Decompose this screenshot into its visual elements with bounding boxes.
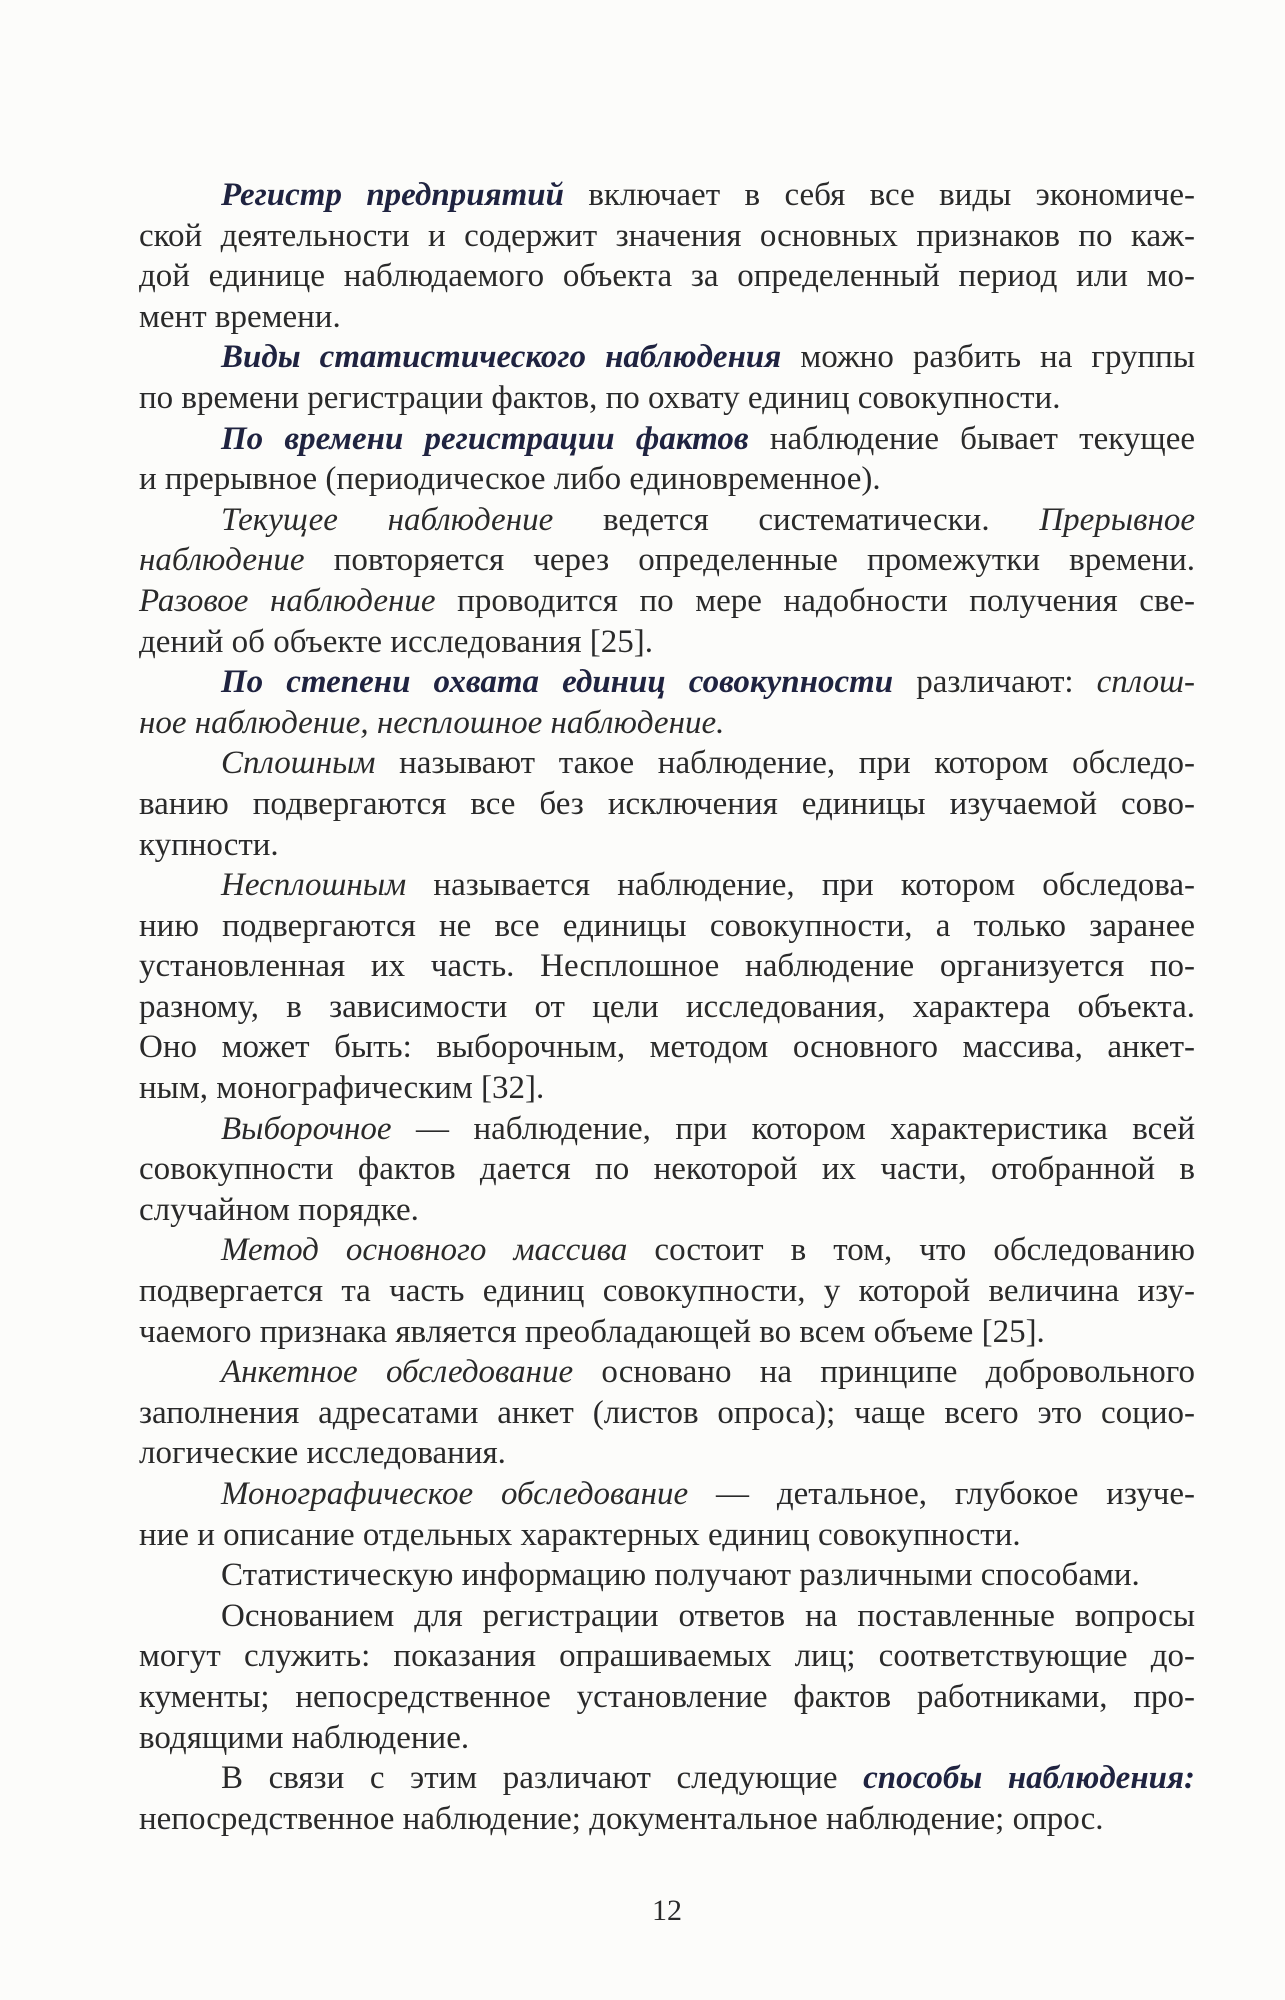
- text-span: и прерывное (периодическое либо единовременное).: [139, 461, 881, 498]
- paragraph: [139, 419, 1195, 500]
- text-span: наблюдение бывает текущее: [748, 420, 1195, 457]
- text-span: ванию подвергаются все без исключения единицы изучаемой сово-: [139, 785, 1195, 822]
- text-line: [139, 1677, 1195, 1718]
- text-span: дений об объекте исследования [25].: [139, 623, 653, 660]
- text-span: Оно может быть: выборочным, методом основного массива, анкет-: [139, 1029, 1195, 1066]
- paragraph: [139, 1352, 1195, 1474]
- paragraph: [139, 1474, 1195, 1555]
- text-line: [139, 1636, 1195, 1677]
- paragraph: [139, 865, 1195, 1109]
- page-number: 12: [652, 1894, 682, 1927]
- text-line: [139, 1230, 1195, 1271]
- text-span: могут служить: показания опрашиваемых лиц; соответствующие до-: [139, 1638, 1195, 1675]
- text-line: [139, 337, 1195, 378]
- paragraph: [139, 1555, 1195, 1596]
- paragraph: [139, 1109, 1195, 1231]
- text-span: включает в себя все виды экономиче-: [563, 177, 1195, 213]
- text-span: мент времени.: [139, 298, 341, 335]
- text-span: кументы; непосредственное установление фактов работниками, про-: [139, 1678, 1195, 1715]
- text-line: [139, 1799, 1195, 1840]
- emphasis-bold-italic: Регистр предприятий: [221, 177, 564, 213]
- text-line: [139, 1718, 1195, 1759]
- text-span: называют такое наблюдение, при котором обследо-: [375, 745, 1195, 782]
- text-line: [139, 906, 1195, 947]
- paragraph: [139, 500, 1195, 662]
- emphasis-italic: Выборочное: [221, 1110, 392, 1147]
- text-line: [139, 825, 1195, 866]
- text-span: подвергается та часть единиц совокупности, у которой величина изу-: [139, 1273, 1195, 1310]
- emphasis-bold-italic: По времени регистрации фактов: [221, 420, 749, 457]
- text-line: [139, 1352, 1195, 1393]
- text-span: В связи с этим различают следующие: [221, 1760, 864, 1797]
- text-span: различают:: [893, 664, 1097, 701]
- text-line: [139, 1515, 1195, 1556]
- text-line: [139, 743, 1195, 784]
- text-line: [139, 175, 1195, 216]
- text-line: [139, 1068, 1195, 1109]
- text-line: [139, 1312, 1195, 1353]
- text-span: совокупности фактов дается по некоторой их части, отобранной в: [139, 1151, 1195, 1188]
- text-span: ведется систематически.: [553, 501, 1040, 538]
- text-line: [139, 622, 1195, 663]
- text-line: [139, 703, 1195, 744]
- text-line: [139, 1433, 1195, 1474]
- text-line: [139, 540, 1195, 581]
- text-span: ской деятельности и содержит значения основных признаков по каж-: [139, 217, 1195, 254]
- text-line: [139, 662, 1195, 703]
- text-span: можно разбить на группы: [781, 339, 1195, 376]
- text-span: водящими наблюдение.: [139, 1719, 470, 1756]
- text-line: [139, 1271, 1195, 1312]
- text-span: разному, в зависимости от цели исследования, характера объекта.: [139, 988, 1195, 1025]
- text-span: установленная их часть. Несплошное наблюдение организуется по-: [139, 948, 1195, 985]
- text-line: [139, 1596, 1195, 1637]
- emphasis-italic: наблюдение: [139, 542, 305, 579]
- text-span: Основанием для регистрации ответов на поставленные вопросы: [221, 1597, 1195, 1634]
- paragraph: [139, 1758, 1195, 1839]
- text-span: заполнения адресатами анкет (листов опроса); чаще всего это социо-: [139, 1394, 1195, 1431]
- paragraph: [139, 743, 1195, 865]
- text-line: [139, 459, 1195, 500]
- text-span: случайном порядке.: [139, 1191, 419, 1228]
- emphasis-italic: Несплошным: [221, 867, 407, 904]
- emphasis-bold-italic: способы наблюдения:: [863, 1760, 1195, 1797]
- text-span: называется наблюдение, при котором обследова-: [406, 867, 1195, 904]
- emphasis-italic: Метод основного массива: [221, 1232, 628, 1269]
- text-span: нию подвергаются не все единицы совокупности, а только заранее: [139, 907, 1195, 944]
- text-line: [139, 865, 1195, 906]
- text-span: ным, монографическим [32].: [139, 1070, 545, 1107]
- text-line: [139, 581, 1195, 622]
- emphasis-italic: Прерывное: [1039, 501, 1195, 538]
- text-line: [139, 378, 1195, 419]
- paragraph: [139, 337, 1195, 418]
- text-span: дой единице наблюдаемого объекта за определенный период или мо-: [139, 258, 1195, 295]
- text-line: [139, 1190, 1195, 1231]
- paragraph: [139, 1596, 1195, 1758]
- text-line: [139, 1027, 1195, 1068]
- emphasis-bold-italic: По степени охвата единиц совокупности: [221, 664, 894, 701]
- text-span: купности.: [139, 826, 279, 863]
- paragraph: [139, 1230, 1195, 1352]
- paragraph: [139, 175, 1195, 337]
- emphasis-italic: Текущее наблюдение: [221, 501, 554, 538]
- emphasis-italic: Разовое наблюдение: [139, 582, 436, 619]
- text-span: по времени регистрации фактов, по охвату единиц совокупности.: [139, 379, 1061, 416]
- text-line: [139, 1474, 1195, 1515]
- text-span: проводится по мере надобности получения све-: [435, 582, 1195, 619]
- text-span: состоит в том, что обследованию: [627, 1232, 1195, 1269]
- text-line: [139, 256, 1195, 297]
- text-line: [139, 297, 1195, 338]
- text-line: [139, 1109, 1195, 1150]
- text-line: [139, 1149, 1195, 1190]
- text-line: [139, 1393, 1195, 1434]
- text-span: ние и описание отдельных характерных единиц совокупности.: [139, 1516, 1021, 1553]
- text-line: [139, 1758, 1195, 1799]
- text-line: [139, 216, 1195, 257]
- emphasis-italic: Сплошным: [221, 745, 376, 782]
- text-span: логические исследования.: [139, 1435, 506, 1472]
- paragraph: [139, 662, 1195, 743]
- text-span: — наблюдение, при котором характеристика всей: [391, 1110, 1195, 1147]
- emphasis-italic: Анкетное обследование: [221, 1354, 574, 1391]
- text-line: [139, 784, 1195, 825]
- text-line: [139, 987, 1195, 1028]
- text-line: [139, 419, 1195, 460]
- emphasis-italic: ное наблюдение, несплошное наблюдение.: [139, 704, 725, 741]
- text-span: чаемого признака является преобладающей во всем объеме [25].: [139, 1313, 1045, 1350]
- emphasis-italic: Монографическое обследование: [221, 1476, 689, 1512]
- text-span: — детальное, глубокое изуче-: [688, 1476, 1195, 1512]
- body-text: [139, 175, 1195, 1839]
- text-span: повторяется через определенные промежутки времени.: [304, 542, 1195, 579]
- text-span: основано на принципе добровольного: [573, 1354, 1195, 1391]
- text-span: непосредственное наблюдение; документальное наблюдение; опрос.: [139, 1800, 1104, 1837]
- text-line: [139, 500, 1195, 541]
- emphasis-italic: сплош-: [1096, 664, 1195, 701]
- text-line: [139, 946, 1195, 987]
- emphasis-bold-italic: Виды статистического наблюдения: [221, 339, 782, 376]
- text-line: [139, 1555, 1195, 1596]
- text-span: Статистическую информацию получают различными способами.: [221, 1557, 1140, 1594]
